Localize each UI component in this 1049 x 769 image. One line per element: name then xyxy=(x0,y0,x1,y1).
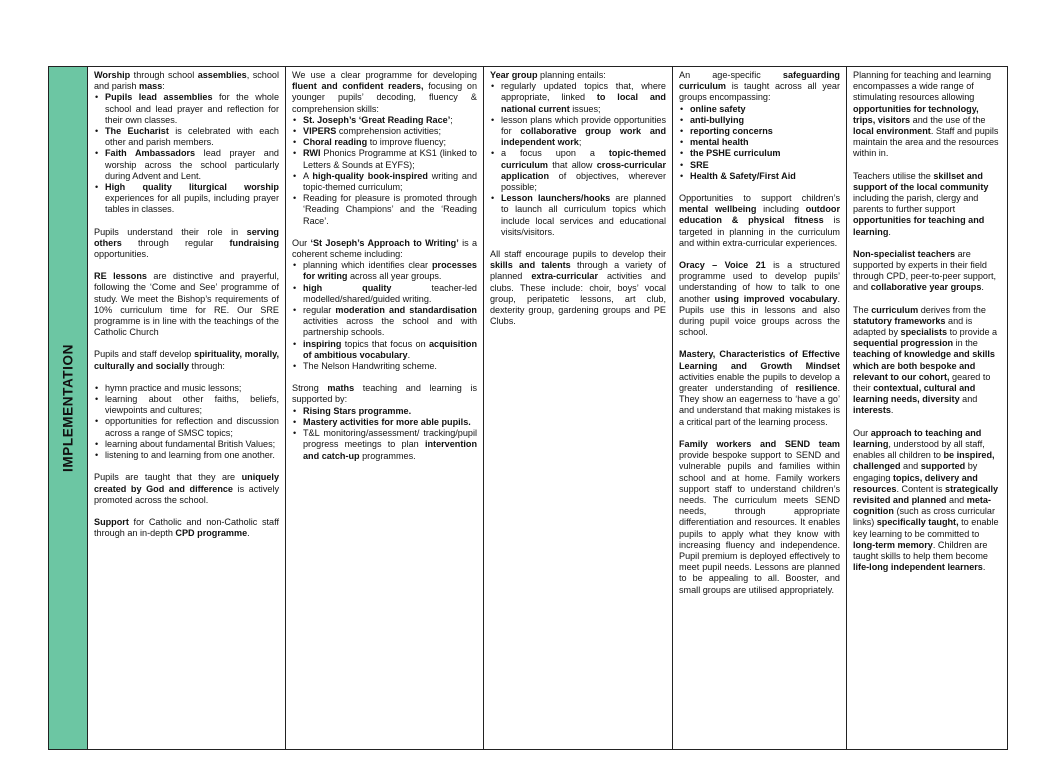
bold-text: collaborative year groups xyxy=(870,282,982,293)
list-item xyxy=(303,417,477,428)
bold-text: ‘St Joseph’s Approach to Writing’ xyxy=(310,237,459,248)
text: is actively promoted across the school. xyxy=(94,483,279,505)
text: through school xyxy=(130,70,198,80)
bold-text: Faith Ambassadors xyxy=(105,148,196,159)
list-item xyxy=(303,148,477,170)
text: listening to and learning from one another. xyxy=(105,450,275,461)
column-worship xyxy=(88,67,286,749)
bold-text: teaching of knowledge and skills which are both bespoke and relevant to our cohort, xyxy=(853,349,995,382)
text: issues; xyxy=(569,103,601,114)
bold-text: mental wellbeing xyxy=(679,204,757,215)
bullet-list xyxy=(292,115,477,227)
bold-text: strategically revisited and planned xyxy=(853,483,999,505)
text: opportunities. xyxy=(94,249,149,260)
text: Planning for teaching and learning encompasses a wide range of stimulating resources allowing xyxy=(853,70,992,103)
text: programmes. xyxy=(359,450,416,461)
bold-text: high quality xyxy=(303,282,392,293)
bold-text: life-long independent learners xyxy=(853,562,983,573)
bold-text: extra-curricular xyxy=(531,271,599,282)
list-item xyxy=(303,406,477,417)
paragraph xyxy=(853,249,1002,294)
bold-text: SRE xyxy=(690,159,709,170)
text: derives from the xyxy=(918,304,986,315)
paragraph xyxy=(94,271,279,338)
text: . xyxy=(982,562,986,573)
text: . They show an eagerness to ‘have a go’ and understand that making mistakes is a critical part of the learning process. xyxy=(679,383,840,427)
text: . Children are taught skills to help them become xyxy=(853,539,988,561)
paragraph xyxy=(679,70,840,104)
text: is a structured programme used to develop pupils’ understanding of how to talk to one another xyxy=(679,260,841,304)
bold-text: be inspired, challenged xyxy=(853,450,995,472)
paragraph xyxy=(679,439,840,596)
text: through a variety of planned xyxy=(490,260,666,282)
bold-text: Non-specialist teachers xyxy=(853,248,956,259)
list-item xyxy=(105,394,279,416)
list-item xyxy=(690,137,840,148)
bold-text: serving others xyxy=(94,226,279,248)
paragraph xyxy=(94,349,279,371)
text: across all year groups. xyxy=(347,271,442,282)
list-item xyxy=(105,126,279,148)
text: ; xyxy=(578,137,582,148)
text: Reading for pleasure is promoted through ‘Reading Champions’ and the ‘Reading Race’. xyxy=(303,193,477,226)
text: opportunities for reflection and discussion across a range of SMSC topics; xyxy=(105,416,279,438)
bold-text: meta-cognition xyxy=(853,494,991,517)
bold-text: moderation and standardisation xyxy=(335,305,477,316)
bold-text: assemblies xyxy=(197,70,247,80)
list-item xyxy=(105,148,279,182)
text: . Content is xyxy=(896,483,946,494)
bold-text: uniquely created by God and difference xyxy=(94,472,279,494)
list-item xyxy=(105,383,279,394)
list-item xyxy=(501,148,666,193)
text: and xyxy=(900,461,921,472)
bold-text: high-quality book-inspired xyxy=(312,170,428,181)
text: to improve fluency; xyxy=(367,137,447,148)
text: including xyxy=(756,204,806,215)
bold-text: Mastery, Characteristics of Effective Learning and Growth Mindset xyxy=(679,349,840,371)
bold-text: sequential progression xyxy=(853,338,954,349)
paragraph xyxy=(292,70,477,115)
bold-text: The Eucharist xyxy=(105,126,169,137)
text: by engaging xyxy=(853,461,978,483)
bold-text: Worship xyxy=(94,70,131,80)
bold-text: fluent and confident readers, xyxy=(292,81,424,92)
text: Pupils are taught that they are xyxy=(94,472,242,483)
text: focusing on younger pupils’ decoding, fluency & comprehension skills: xyxy=(292,81,477,114)
bullet-list xyxy=(94,383,279,461)
text: a focus upon a xyxy=(501,148,609,159)
bold-text: RWI xyxy=(303,148,321,159)
bullet-list xyxy=(679,104,840,182)
paragraph xyxy=(94,517,279,539)
section-label: IMPLEMENTATION xyxy=(60,344,76,472)
bold-text: Support xyxy=(94,516,129,527)
bold-text: outdoor education & physical fitness xyxy=(679,204,840,226)
bold-text: skillset and support of the local community xyxy=(853,170,989,192)
bold-text: intervention and catch-up xyxy=(303,439,477,461)
list-item xyxy=(105,450,279,461)
text: . xyxy=(890,405,894,416)
list-item xyxy=(501,115,666,149)
text: The Nelson Handwriting scheme. xyxy=(303,361,437,372)
text: . Pupils use this in lessons and also during pupil voice groups across the school. xyxy=(679,293,840,338)
bullet-list xyxy=(490,81,666,238)
bold-text: topic-themed curriculum xyxy=(501,148,666,170)
text: Pupils understand their role in xyxy=(94,226,247,237)
text: to enable key learning to be committed to xyxy=(853,517,999,539)
list-item xyxy=(303,283,477,305)
section-header-cell xyxy=(49,67,88,749)
text: . xyxy=(407,349,411,360)
paragraph xyxy=(853,428,1002,574)
text: through: xyxy=(189,360,225,371)
paragraph xyxy=(94,227,279,261)
list-item xyxy=(303,171,477,193)
bold-text: specifically taught, xyxy=(876,517,959,528)
paragraph xyxy=(94,472,279,506)
text: . Staff and pupils maintain the area and the resources within in. xyxy=(853,126,999,159)
bold-text: High quality liturgical worship xyxy=(105,182,279,193)
list-item xyxy=(501,81,666,115)
paragraph xyxy=(853,70,1002,160)
bold-text: reporting concerns xyxy=(690,126,773,137)
list-item xyxy=(690,104,840,115)
text: regularly updated topics that, where appropriate, linked xyxy=(501,81,666,103)
text: provide bespoke support to SEND and vulnerable pupils and families within school and at home. Family workers support staff to understand children’s needs. The curriculum meets SEND needs, through appropriate differentiation and resources. It enables pupils to apply what they know with increasing fluency and independence. Pupil premium is deployed effectively to meet pupil needs. Lessons are planned to be appealing to all. Booster, and small groups are utilised appropriately. xyxy=(679,450,840,595)
text: . xyxy=(981,282,984,293)
bold-text: St. Joseph’s ‘Great Reading Race’ xyxy=(303,114,451,125)
text: activities enable the pupils to develop a greater understanding of xyxy=(679,371,840,394)
text: that allow xyxy=(548,159,597,170)
text: planning which identifies clear xyxy=(303,260,432,271)
column-planning xyxy=(484,67,673,749)
list-item xyxy=(690,115,840,126)
text: and xyxy=(959,394,978,405)
text: teaching and learning is supported by: xyxy=(292,383,477,405)
text: Our xyxy=(853,427,871,438)
text: activities across the school and with partnership schools. xyxy=(303,316,477,338)
text: , school and parish xyxy=(94,70,279,92)
bold-text: specialists xyxy=(900,327,948,338)
text: (such as cross curricular links) xyxy=(853,506,995,528)
bold-text: approach to teaching and learning xyxy=(853,427,982,449)
bullet-list xyxy=(292,260,477,372)
list-item xyxy=(105,92,279,126)
bold-text: statutory frameworks xyxy=(853,315,946,326)
list-item xyxy=(105,439,279,450)
bold-text: skills and talents xyxy=(490,260,571,271)
bold-text: using improved vocabulary xyxy=(714,293,838,304)
list-item xyxy=(501,193,666,238)
bold-text: spirituality, morally, culturally and socially xyxy=(94,349,280,371)
bold-text: mass xyxy=(139,81,163,92)
list-item xyxy=(690,148,840,159)
bold-text: for more able pupils. xyxy=(381,416,471,427)
bold-text: Health & Safety/First Aid xyxy=(690,170,796,181)
bold-text: Lesson launchers/hooks xyxy=(501,193,611,204)
bold-text: resilience xyxy=(795,383,838,394)
bold-text: maths xyxy=(327,383,355,394)
bold-text: to local and national current xyxy=(501,92,666,114)
text: lesson plans which provide opportunities for xyxy=(501,114,666,137)
bold-text: supported xyxy=(920,461,966,472)
text: T&L monitoring/assessment/ tracking/pupil progress meetings to plan xyxy=(303,428,477,450)
text: hymn practice and music lessons; xyxy=(105,382,242,393)
text: lead prayer and worship across the school particularly during Advent and Lent. xyxy=(105,148,279,181)
text: . xyxy=(888,226,891,237)
text: teacher-led modelled/shared/guided writing. xyxy=(303,282,477,304)
text: for Catholic and non-Catholic staff through an in-depth xyxy=(94,516,279,539)
column-teaching-resources xyxy=(847,67,1008,749)
text: . xyxy=(247,528,250,539)
list-item xyxy=(690,160,840,171)
text: Opportunities to support children’s xyxy=(679,193,840,204)
text: through regular xyxy=(121,237,230,248)
paragraph xyxy=(490,70,666,81)
text: All staff encourage pupils to develop their xyxy=(490,249,666,260)
text: An age-specific xyxy=(679,70,783,80)
list-item xyxy=(303,115,477,126)
text: is taught across all year groups encompassing: xyxy=(679,81,840,103)
text: Pupils and staff develop xyxy=(94,349,195,360)
list-item xyxy=(303,137,477,148)
paragraph xyxy=(292,238,477,260)
text: including the parish, clergy and parents to further support xyxy=(853,193,979,215)
paragraph xyxy=(679,193,840,249)
text: ; xyxy=(450,114,453,125)
bold-text: VIPERS xyxy=(303,126,337,137)
bold-text: safeguarding curriculum xyxy=(679,70,840,92)
paragraph xyxy=(292,383,477,405)
list-item xyxy=(105,416,279,438)
bold-text: opportunities for technology, trips, visitors xyxy=(853,103,979,125)
bold-text: CPD programme xyxy=(175,528,248,539)
text: is celebrated with each other and parish members. xyxy=(105,126,279,148)
list-item xyxy=(303,260,477,282)
text: We use a clear programme for developing xyxy=(292,70,477,80)
bold-text: cross-curricular application xyxy=(501,159,666,181)
paragraph xyxy=(853,171,1002,238)
bold-text: collaborative group work and independent work xyxy=(501,126,666,148)
list-item xyxy=(690,126,840,137)
paragraph xyxy=(490,249,666,327)
text: geared to their xyxy=(853,371,991,394)
list-item xyxy=(303,193,477,227)
paragraph xyxy=(94,70,279,92)
text: topics that focus on xyxy=(341,338,429,349)
bold-text: Choral reading xyxy=(303,137,368,148)
text: learning about other faiths, beliefs, viewpoints and cultures; xyxy=(105,394,279,416)
text: is targeted in planning in the curriculum and within extra-curricular experiences. xyxy=(679,215,841,248)
text: comprehension activities; xyxy=(336,126,441,137)
bold-text: topics, delivery and resources xyxy=(853,472,978,494)
text: Strong xyxy=(292,383,328,394)
bold-text: Family workers and SEND team xyxy=(679,438,840,449)
paragraph xyxy=(679,349,840,427)
bold-text: online safety xyxy=(690,103,746,114)
list-item xyxy=(303,305,477,339)
list-item xyxy=(303,428,477,462)
text: and xyxy=(946,494,967,505)
text: for the whole school and lead prayer and reflection for their own classes. xyxy=(105,92,280,125)
text: The xyxy=(853,304,872,315)
text: Our xyxy=(292,237,311,248)
paragraph xyxy=(853,305,1002,417)
implementation-table xyxy=(48,66,1008,750)
bold-text: Oracy – Voice 21 xyxy=(679,260,766,271)
list-item xyxy=(690,171,840,182)
text: to provide a xyxy=(947,327,998,338)
list-item xyxy=(303,339,477,361)
bold-text: fundraising xyxy=(229,237,279,248)
text: and the use of the xyxy=(910,114,986,125)
bullet-list xyxy=(94,92,279,215)
column-reading-writing-maths xyxy=(286,67,484,749)
text: : xyxy=(162,81,165,92)
text: regular xyxy=(303,305,336,316)
text: is a coherent scheme including: xyxy=(292,237,478,260)
bold-text: contextual, cultural and learning needs, diversity xyxy=(853,383,976,405)
text: activities and clubs. These include: choir, boys’ vocal group, peripatetic lessons, art club, dexterity group, gardening groups and PE Clubs. xyxy=(490,271,666,327)
text: , understood by all staff, enables all children to xyxy=(853,438,985,461)
text: planning entails: xyxy=(537,70,606,80)
bold-text: Pupils lead assemblies xyxy=(105,92,213,103)
list-item xyxy=(105,182,279,216)
text: experiences for all pupils, including prayer tables in classes. xyxy=(105,193,279,215)
list-item xyxy=(303,126,477,137)
text: are supported by experts in their field through CPD, peer-to-peer support, and xyxy=(853,248,997,293)
text: of objectives, wherever possible; xyxy=(501,170,666,193)
bold-text: interests xyxy=(853,405,891,416)
bold-text: local environment xyxy=(853,126,931,137)
text: in the xyxy=(953,338,978,349)
bold-text: the PSHE curriculum xyxy=(690,148,781,159)
text: are distinctive and prayerful, following the ‘Come and See’ programme of study. We meet the Bishop’s requirements of 10% curriculum time for RE. Our SRE programme is in line with the teachings of the Catholic Church xyxy=(94,271,279,338)
bullet-list xyxy=(292,406,477,462)
text: A xyxy=(303,170,313,181)
bold-text: anti-bullying xyxy=(690,114,745,125)
bold-text: long-term memory xyxy=(853,539,933,550)
text: Phonics Programme at KS1 (linked to Letters & Sounds at EYFS); xyxy=(303,148,477,170)
column-safeguarding xyxy=(673,67,847,749)
paragraph xyxy=(679,260,840,338)
text: Teachers utilise the xyxy=(853,170,934,181)
bold-text: opportunities for teaching and learning xyxy=(853,215,985,237)
text: learning about fundamental British Values; xyxy=(105,438,276,449)
bold-text: Year group xyxy=(490,70,538,80)
bold-text: curriculum xyxy=(871,304,919,315)
bold-text: RE lessons xyxy=(94,271,147,282)
bold-text: acquisition of ambitious vocabulary xyxy=(303,338,477,360)
bold-text: Mastery activities xyxy=(303,416,379,427)
list-item xyxy=(303,361,477,372)
bold-text: Rising Stars programme. xyxy=(303,405,412,416)
text: writing and topic-themed curriculum; xyxy=(303,170,477,193)
bold-text: processes for writing xyxy=(303,260,477,282)
text: and is adapted by xyxy=(853,315,973,338)
bold-text: mental health xyxy=(690,137,749,148)
bold-text: inspiring xyxy=(303,338,342,349)
text: are planned to launch all curriculum topics which include local services and educational visits/visitors. xyxy=(501,193,666,237)
